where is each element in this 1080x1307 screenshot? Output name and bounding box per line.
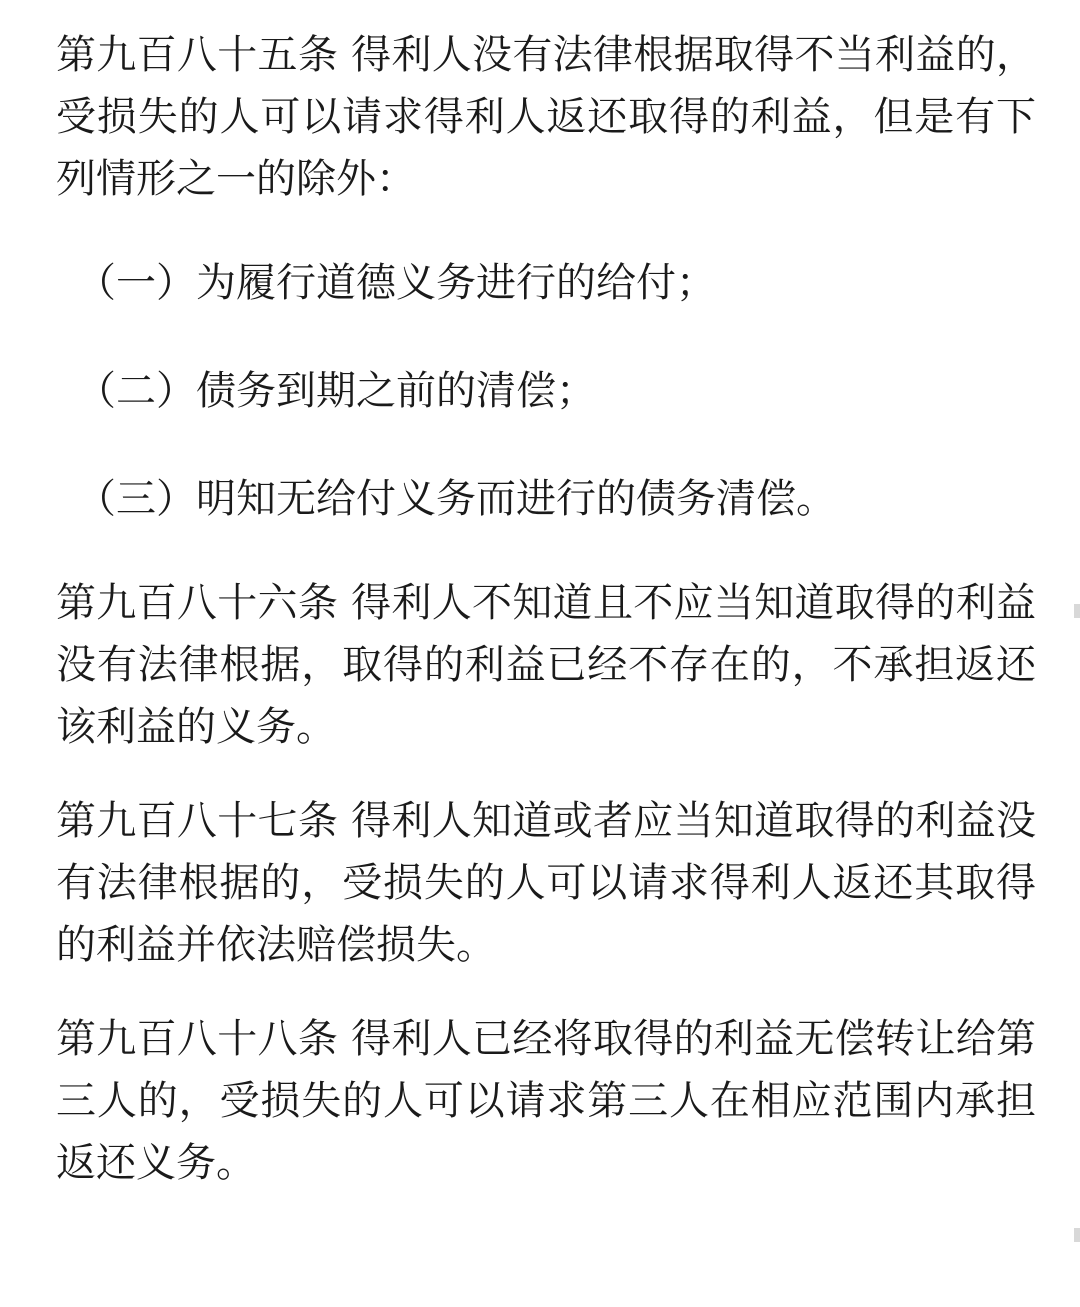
- article-985: 第九百八十五条 得利人没有法律根据取得不当利益的，受损失的人可以请求得利人返还取得的利益，但是有下列情形之一的除外：: [56, 32, 1036, 202]
- article-988: 第九百八十八条 得利人已经将取得的利益无偿转让给第三人的，受损失的人可以请求第三人在相应范围内承担返还义务。: [56, 1016, 1036, 1186]
- list-item: （二）债务到期之前的清偿；: [76, 368, 596, 414]
- document-body: [56, 24, 1036, 1194]
- article-987: 第九百八十七条 得利人知道或者应当知道取得的利益没有法律根据的，受损失的人可以请求得利人返还其取得的利益并依法赔偿损失。: [56, 798, 1036, 968]
- exception-list: [56, 252, 1036, 530]
- list-item: （一）为履行道德义务进行的给付；: [76, 260, 716, 306]
- scroll-edge-marker: [1074, 1228, 1080, 1242]
- article-986: 第九百八十六条 得利人不知道且不应当知道取得的利益没有法律根据，取得的利益已经不存在的，不承担返还该利益的义务。: [56, 580, 1036, 750]
- list-item: （三）明知无给付义务而进行的债务清偿。: [76, 476, 836, 522]
- scroll-edge-marker: [1074, 604, 1080, 618]
